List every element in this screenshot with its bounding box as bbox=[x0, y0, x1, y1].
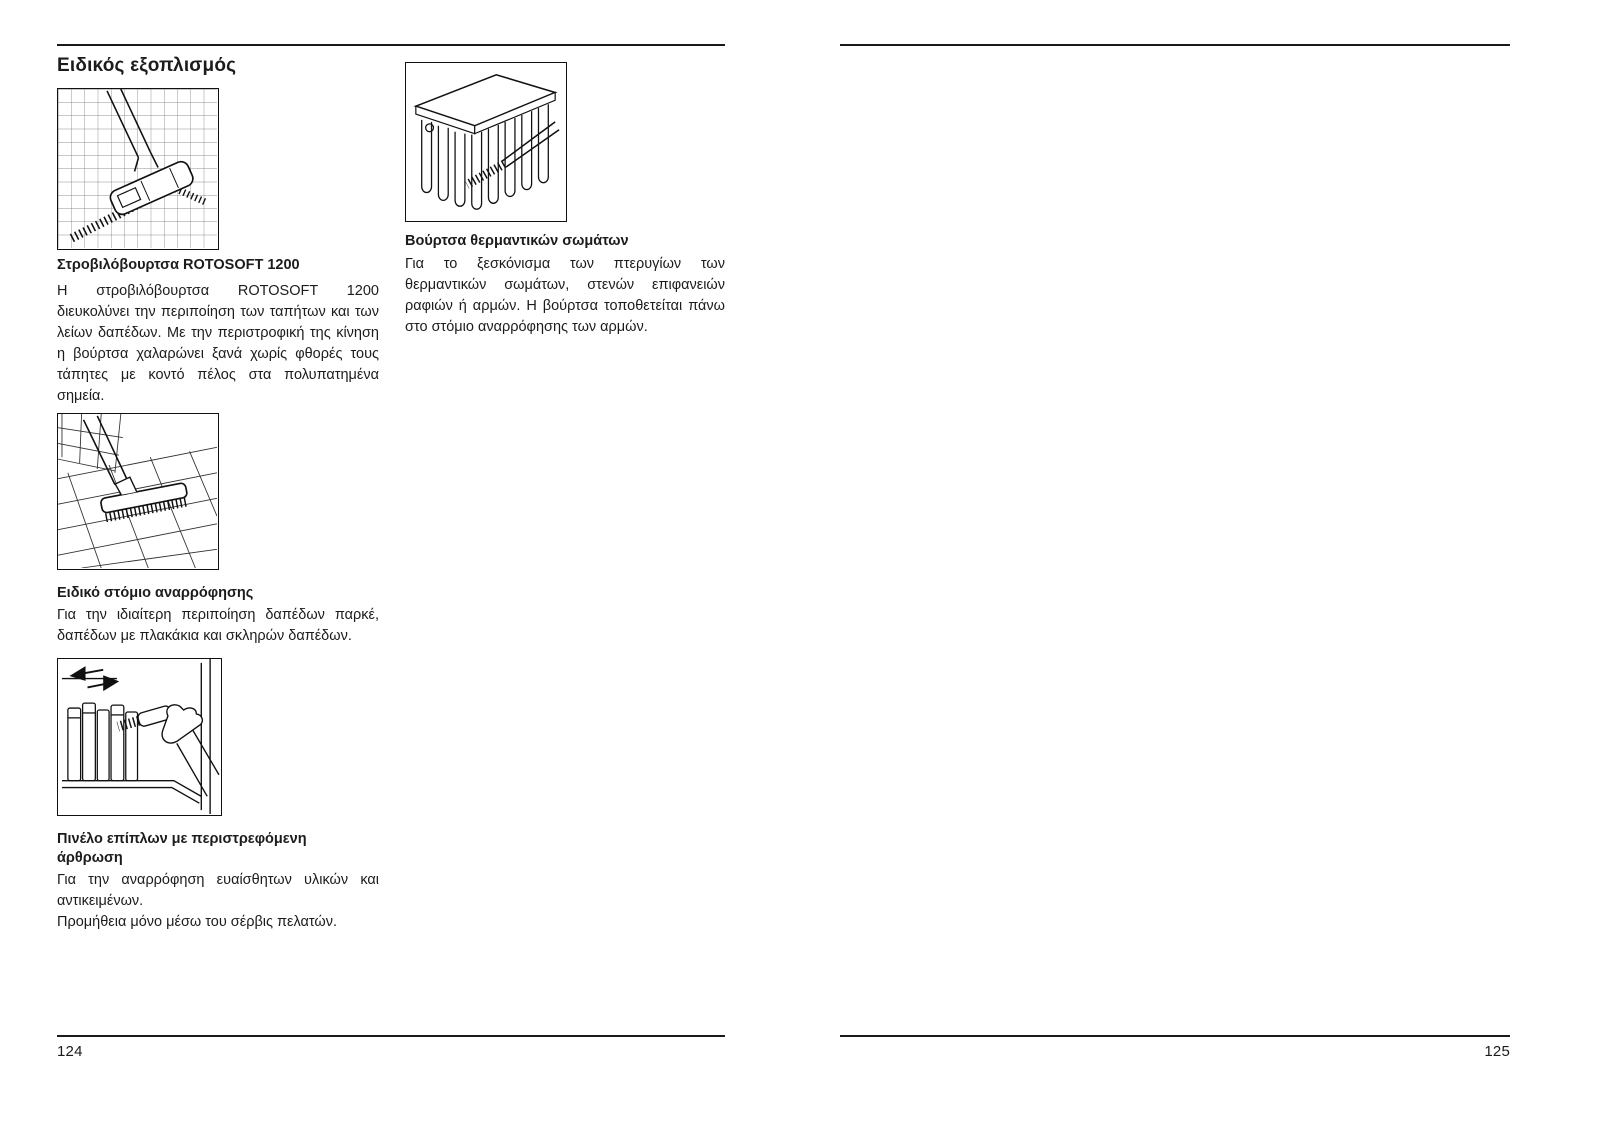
left-page-bottom-rule bbox=[57, 1035, 725, 1037]
turbo-brush-drawing bbox=[58, 89, 217, 248]
furniture-brush-illustration bbox=[57, 658, 222, 816]
section-title-rotosoft: Στροβιλόβουρτσα ROTOSOFT 1200 bbox=[57, 257, 300, 273]
furniture-brush-drawing bbox=[58, 659, 220, 814]
furniture-brush-line-1: Για την αναρρόφηση ευαίσθητων υλικών και αντικειμένων. bbox=[57, 872, 379, 910]
turbo-brush-illustration bbox=[57, 88, 219, 250]
section-title-special-nozzle: Ειδικό στόμιο αναρρόφησης bbox=[57, 585, 254, 601]
left-page-number: 124 bbox=[57, 1043, 83, 1060]
page-title: Ειδικός εξοπλισμός bbox=[57, 55, 237, 76]
furniture-brush-line-2: Προμήθεια μόνο μέσω του σέρβις πελατών. bbox=[57, 914, 338, 931]
radiator-brush-drawing bbox=[406, 63, 565, 220]
floor-nozzle-illustration bbox=[57, 413, 219, 570]
left-page-top-rule bbox=[57, 44, 725, 46]
section-title-furniture-brush: Πινέλο επίπλων με περιστρεφόμενη άρθρωση bbox=[57, 831, 307, 866]
section-body-rotosoft: Η στροβιλόβουρτσα ROTOSOFT 1200 διευκολύνει την περιποίηση των ταπήτων και των λείων δαπέδων. Με την περιστροφική της κίνηση η βούρτσα χαλαρώνει ξανά χωρίς φθορές τους τάπητες με κοντό πέλος στα πολυπατημένα σημεία. bbox=[57, 283, 379, 405]
radiator-brush-illustration bbox=[405, 62, 567, 222]
right-page-top-rule bbox=[840, 44, 1510, 46]
section-title-radiator-brush: Βούρτσα θερμαντικών σωμάτων bbox=[405, 233, 629, 249]
floor-nozzle-drawing bbox=[58, 414, 217, 568]
right-page-bottom-rule bbox=[840, 1035, 1510, 1037]
section-body-radiator-brush: Για το ξεσκόνισμα των πτερυγίων των θερμαντικών σωμάτων, στενών επιφανειών ραφιών ή αρμών. Η βούρτσα τοποθετείται πάνω στο στόμιο αναρρόφησης των αρμών. bbox=[405, 256, 725, 336]
right-page-number: 125 bbox=[1484, 1043, 1510, 1060]
section-body-special-nozzle: Για την ιδιαίτερη περιποίηση δαπέδων παρκέ, δαπέδων με πλακάκια και σκληρών δαπέδων. bbox=[57, 607, 379, 645]
section-body-furniture-brush bbox=[57, 870, 379, 933]
